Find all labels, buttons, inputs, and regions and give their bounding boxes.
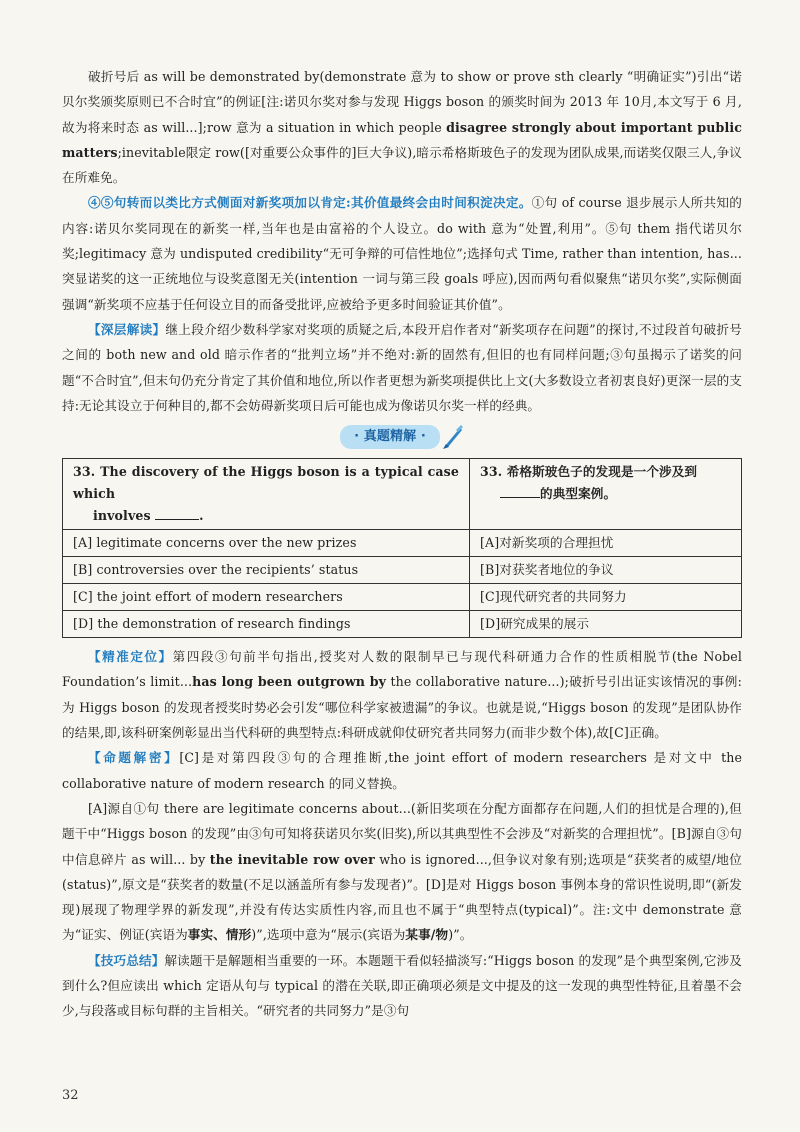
- content: [62, 64, 742, 1024]
- label-technique-summary: 【技巧总结】: [88, 952, 165, 968]
- section-title-pill: · 真题精解 ·: [340, 425, 440, 449]
- option-cn: [C]现代研究者的共同努力: [470, 584, 742, 611]
- label-decode: 【命题解密】: [88, 750, 180, 766]
- paragraph-4: 【精准定位】第四段③句前半句指出,授奖对人数的限制早已与现代科研通力合作的性质相脱节(the Nobel Foundation’s limit...has long been outgrown by the collaborative nature...);破折号引出证实该情况的事例:为 Higgs boson 的发现者授奖时势必会引发“哪位科学家被遗漏”的争议。也就是说,“Higgs boson 的发现”是团队协作的结果,即,该科研案例彰显出当代科研的典型特点:科研成就仰仗研究者共同努力(而非少数个体),故[C]正确。: [62, 649, 742, 741]
- bold-phrase: the inevitable row over: [209, 851, 375, 867]
- bold-phrase: 某事/物: [405, 927, 449, 943]
- answer-blank: [155, 505, 199, 520]
- option-en: [A] legitimate concerns over the new prizes: [63, 530, 470, 557]
- paragraph-1: 破折号后 as will be demonstrated by(demonstrate 意为 to show or prove sth clearly “明确证实”)引出“诺贝尔奖颁奖原则已不合时宜”的例证[注:诺贝尔奖对参与发现 Higgs boson 的颁奖时间为 2013 年 10月,本文写于 6 月,故为将来时态 as will...];row 意为 a situation in which people disagree strongly about important public matters;inevitable限定 row([对重要公众事件的]巨大争议),暗示希格斯玻色子的发现为团队成果,而诺奖仅限三人,争议在所难免。: [62, 69, 742, 186]
- option-en: [D] the demonstration of research findings: [63, 611, 470, 638]
- table-row: [63, 584, 742, 611]
- question-table: [62, 458, 742, 638]
- option-cn: [B]对获奖者地位的争议: [470, 557, 742, 584]
- paragraph-6: [A]源自①句 there are legitimate concerns about...(新旧奖项在分配方面都存在问题,人们的担忧是合理的),但题干中“Higgs boson 的发现”由③句可知将获诺贝尔奖(旧奖),所以其典型性不会涉及“对新奖的合理担忧”。[B]源自③句中信息碎片 as will... by the inevitable row over who is ignored...,但争议对象有别;选项是“获奖者的威望/地位(status)”,原文是“获奖者的数量(不足以涵盖所有参与发现者)”。[D]是对 Higgs boson 事例本身的常识性说明,即“(新发现)展现了物理学界的新发现”,并没有传达实质性内容,而且也不属于“典型特点(typical)”。注:文中 demonstrate 意为“证实、例证(宾语为事实、情形)”,选项中意为“展示(宾语为某事/物)”。: [62, 800, 742, 943]
- option-en: [B] controversies over the recipients’ status: [63, 557, 470, 584]
- label-deep-reading: 【深层解读】: [88, 321, 166, 337]
- section-title: [62, 422, 742, 452]
- brush-icon: [442, 424, 464, 450]
- option-cn: [A]对新奖项的合理担忧: [470, 530, 742, 557]
- paragraph-2: ④⑤句转而以类比方式侧面对新奖项加以肯定:其价值最终会由时间积淀决定。①句 of course 退步展示人所共知的内容:诺贝尔奖同现在的新奖一样,当年也是由富裕的个人设立。do with 意为“处置,利用”。⑤句 them 指代诺贝尔奖;legitimacy 意为 undisputed credibility“无可争辩的可信性地位”;选择句式 Time, rather than intention, has...突显诺奖的这一正统地位与设奖意图无关(intention 一词与第三段 goals 呼应),因而两句看似聚焦“诺贝尔奖”,实际侧面强调“新奖项不应基于任何设立目的而备受批评,应被给予更多时间验证其价值”。: [62, 195, 742, 312]
- option-cn: [D]研究成果的展示: [470, 611, 742, 638]
- question-stem-cn: 33. 希格斯玻色子的发现是一个涉及到 的典型案例。: [470, 459, 742, 530]
- page-number: 32: [62, 1088, 79, 1103]
- paragraph-3: 【深层解读】继上段介绍少数科学家对奖项的质疑之后,本段开启作者对“新奖项存在问题”的探讨,不过段首句破折号之间的 both new and old 暗示作者的“批判立场”并不绝对:新的固然有,但旧的也有同样问题;③句虽揭示了诺奖的问题“不合时宜”,但末句仍充分肯定了其价值和地位,所以作者更想为新奖项提供比上文(大多数设立者初衷良好)更深一层的支持:无论其设立于何种目的,都不会妨碍新奖项日后可能也成为像诺贝尔奖一样的经典。: [62, 321, 742, 413]
- table-row: [63, 530, 742, 557]
- section-heading: ④⑤句转而以类比方式侧面对新奖项加以肯定:其价值最终会由时间积淀决定。: [88, 195, 532, 211]
- question-stem-en: 33. The discovery of the Higgs boson is a typical case which involves .: [63, 459, 470, 530]
- table-row: [63, 459, 742, 530]
- option-en: [C] the joint effort of modern researchers: [63, 584, 470, 611]
- paragraph-7: 【技巧总结】解读题干是解题相当重要的一环。本题题干看似轻描淡写:“Higgs boson 的发现”是个典型案例,它涉及到什么?但应读出 which 定语从句与 typical 的潜在关联,即正确项必须是文中提及的这一发现的典型性特征,且着墨不会少,与段落或目标句群的主旨相关。“研究者的共同努力”是③句: [62, 952, 742, 1019]
- answer-blank: [500, 483, 540, 498]
- table-row: [63, 611, 742, 638]
- table-row: [63, 557, 742, 584]
- bold-phrase: 事实、情形: [187, 927, 252, 943]
- label-precise-location: 【精准定位】: [88, 649, 173, 665]
- bold-phrase: disagree strongly about important public matters: [62, 119, 742, 160]
- bold-phrase: has long been outgrown by: [192, 674, 387, 690]
- paragraph-5: 【命题解密】[C]是对第四段③句的合理推断,the joint effort of modern researchers 是对文中 the collaborative nature of modern research 的同义替换。: [62, 750, 742, 791]
